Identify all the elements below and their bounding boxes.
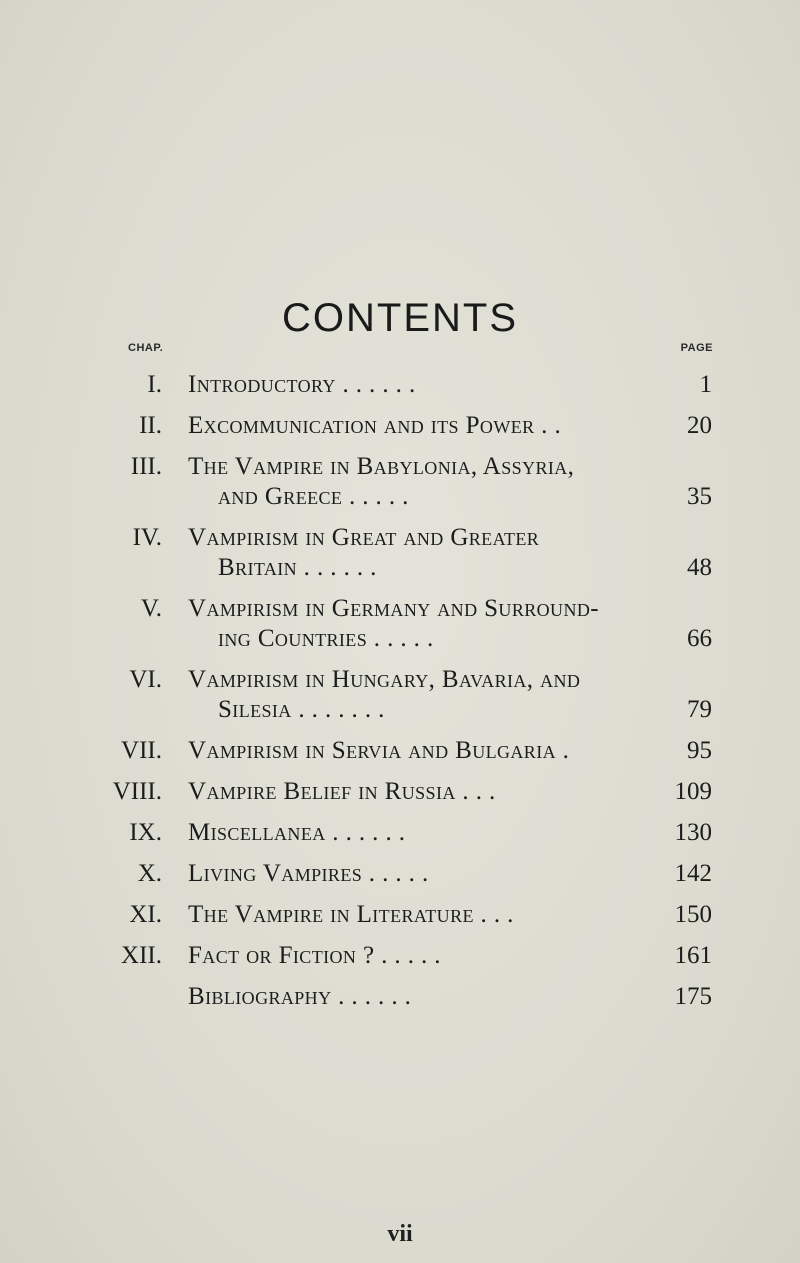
chapter-number: X.: [137, 860, 162, 887]
toc-entry-line: [0, 553, 800, 583]
toc-entry-line: [0, 900, 800, 930]
chapter-number: XII.: [121, 942, 162, 969]
chapter-title: ing Countries . . . . .: [218, 625, 434, 652]
toc-entry-line: [0, 665, 800, 695]
page-number: 20: [687, 412, 712, 439]
chapter-title: Britain . . . . . .: [218, 554, 377, 581]
page-number-footer: vii: [387, 1221, 413, 1247]
page-number: 142: [674, 860, 712, 887]
chapter-title: Living Vampires . . . . .: [188, 860, 429, 887]
toc-entry-line: [0, 523, 800, 553]
toc-entry-line: [0, 624, 800, 654]
page-number: 1: [699, 371, 712, 398]
page-number: 161: [674, 942, 712, 969]
chap-column-header: CHAP.: [128, 342, 164, 354]
toc-entry-line: [0, 777, 800, 807]
chapter-title: Silesia . . . . . . .: [218, 696, 385, 723]
chapter-title: Miscellanea . . . . . .: [188, 819, 406, 846]
chapter-number: V.: [140, 595, 162, 622]
page-number: 175: [674, 983, 712, 1010]
chapter-title: Vampirism in Servia and Bulgaria .: [188, 737, 570, 764]
page-title: CONTENTS: [282, 296, 518, 340]
page-number: 130: [674, 819, 712, 846]
chapter-title: Bibliography . . . . . .: [188, 983, 412, 1010]
chapter-title: Excommunication and its Power . .: [188, 412, 562, 439]
chapter-number: VI.: [129, 666, 162, 693]
chapter-title: Vampirism in Hungary, Bavaria, and: [188, 666, 581, 693]
chapter-number: III.: [130, 453, 162, 480]
chapter-title: Vampirism in Great and Greater: [188, 524, 540, 551]
chapter-title: The Vampire in Literature . . .: [188, 901, 514, 928]
chapter-title: Introductory . . . . . .: [188, 371, 416, 398]
chapter-number: I.: [147, 371, 162, 398]
page-number: 35: [687, 483, 712, 510]
chapter-number: VIII.: [112, 778, 162, 805]
toc-entry-line: [0, 736, 800, 766]
chapter-number: XI.: [129, 901, 162, 928]
page-number: 48: [687, 554, 712, 581]
chapter-number: VII.: [121, 737, 162, 764]
chapter-title: Fact or Fiction ? . . . . .: [188, 942, 441, 969]
toc-entry-line: [0, 818, 800, 848]
page-number: 109: [674, 778, 712, 805]
toc-entry-line: [0, 941, 800, 971]
chapter-title: and Greece . . . . .: [218, 483, 409, 510]
chapter-title: The Vampire in Babylonia, Assyria,: [188, 453, 575, 480]
toc-entry-line: [0, 594, 800, 624]
page-number: 66: [687, 625, 712, 652]
page-number: 95: [687, 737, 712, 764]
toc-entry-line: [0, 452, 800, 482]
page-column-header: PAGE: [680, 342, 713, 354]
chapter-number: IV.: [132, 524, 162, 551]
chapter-number: II.: [139, 412, 162, 439]
toc-entry-line: [0, 982, 800, 1012]
toc-entry-line: [0, 411, 800, 441]
toc-entry-line: [0, 859, 800, 889]
chapter-title: Vampirism in Germany and Surround-: [188, 595, 599, 622]
toc-entry-line: [0, 482, 800, 512]
page-number: 79: [687, 696, 712, 723]
page-number: 150: [674, 901, 712, 928]
toc-entry-line: [0, 695, 800, 725]
toc-entry-line: [0, 370, 800, 400]
chapter-title: Vampire Belief in Russia . . .: [188, 778, 496, 805]
chapter-number: IX.: [129, 819, 162, 846]
